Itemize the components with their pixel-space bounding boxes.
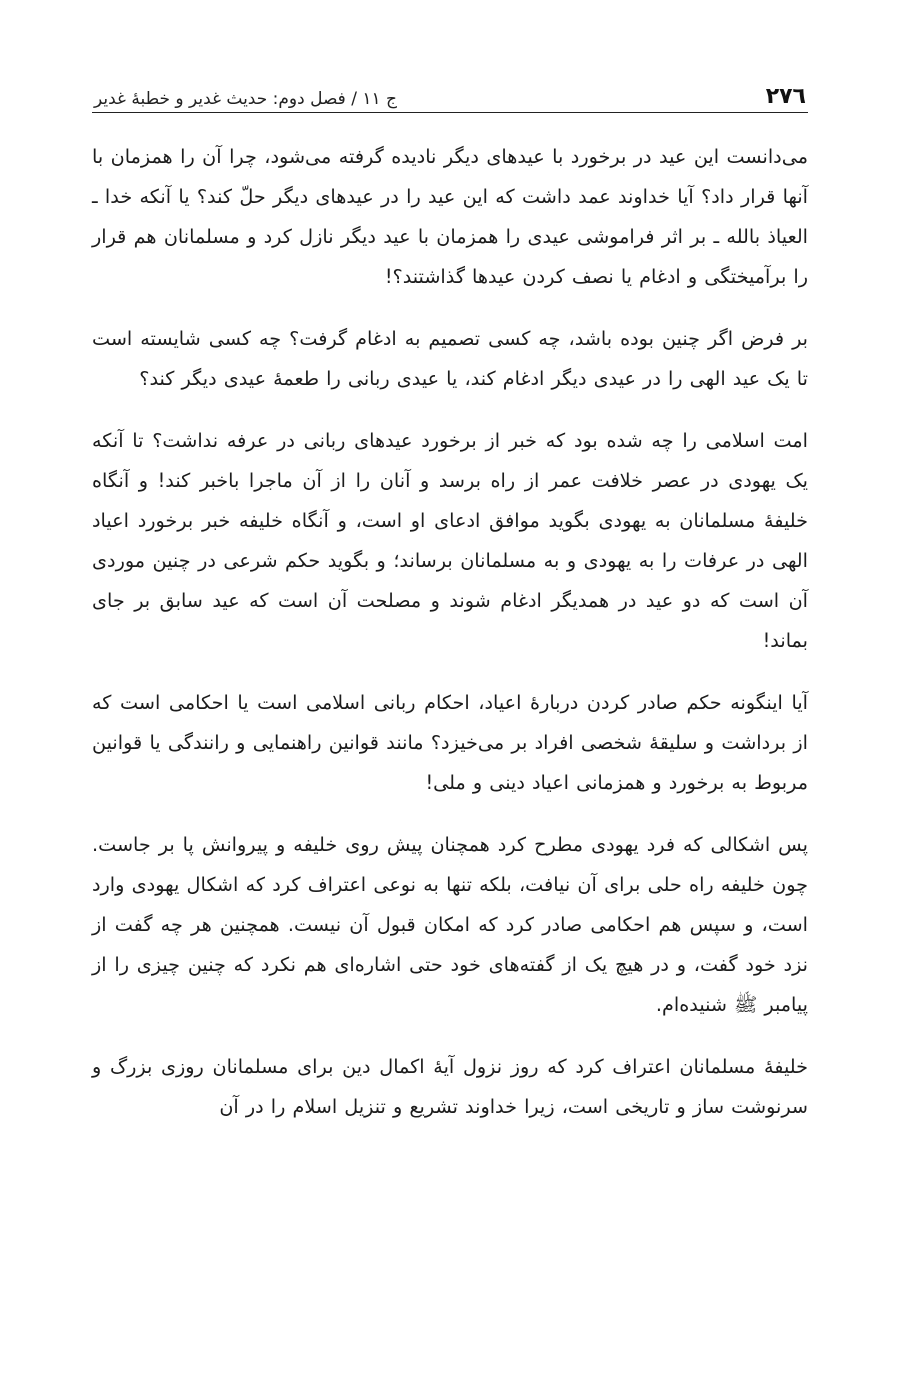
paragraph: امت اسلامی را چه شده بود که خبر از برخورد عیدهای ربانی در عرفه نداشت؟ تا آنکه یک یهودی در عصر خلافت عمر از راه برسد و آنان را از آن ماجرا باخبر کند! و آنگاه خلیفهٔ مسلمانان به یهودی بگوید موافق ادعای او است، و آنگاه خلیفه خبر برخورد اعیاد الهی در عرفات را به یهودی و به مسلمانان برساند؛ و بگوید حکم شرعی در چنین موردی آن است که دو عید در همدیگر ادغام شوند و مصلحت آن است که عید سابق بر جای بماند! — [92, 429, 808, 652]
page-number: ٢٧٦ — [765, 84, 806, 109]
paragraph: آیا اینگونه حکم صادر کردن دربارهٔ اعیاد، احکام ربانی اسلامی است یا احکامی است که از برداشت و سلیقهٔ شخصی افراد بر می‌خیزد؟ مانند قوانین راهنمایی و رانندگی یا قوانین مربوط به برخورد و همزمانی اعیاد دینی و ملی! — [92, 691, 808, 794]
running-title: ج ١١ / فصل دوم: حدیث غدیر و خطبهٔ غدیر — [94, 89, 398, 109]
paragraph: خلیفهٔ مسلمانان اعتراف کرد که روز نزول آیهٔ اکمال دین برای مسلمانان روزی بزرگ و سرنوشت ساز و تاریخی است، زیرا خداوند تشریع و تنزیل اسلام را در آن — [92, 1055, 808, 1118]
paragraph: بر فرض اگر چنین بوده باشد، چه کسی تصمیم به ادغام گرفت؟ چه کسی شایسته است تا یک عید الهی را در عیدی دیگر ادغام کند، یا عیدی ربانی را طعمهٔ عیدی دیگر کند؟ — [92, 327, 808, 390]
paragraph: می‌دانست این عید در برخورد با عیدهای دیگر نادیده گرفته می‌شود، چرا آن را همزمان با آنها قرار داد؟ آیا خداوند عمد داشت که این عید را در عیدهای دیگر حلّ کند؟ یا آنکه خدا ـ العیاذ بالله ـ بر اثر فراموشی عیدی را همزمان با عید دیگر نازل کرد و مسلمانان هم قرار را برآمیختگی و ادغام یا نصف کردن عیدها گذاشتند؟! — [92, 145, 808, 288]
book-page — [92, 70, 808, 1149]
body-text — [92, 137, 808, 1127]
paragraph: پس اشکالی که فرد یهودی مطرح کرد همچنان پیش روی خلیفه و پیروانش پا بر جاست. چون خلیفه راه حلی برای آن نیافت، بلکه تنها به نوعی اعتراف کرد که اشکال یهودی وارد است، و سپس هم احکامی صادر کرد که امکان قبول آن نیست. همچنین هر چه گفت از نزد خود گفت، و در هیچ یک از گفته‌های خود حتی اشاره‌ای هم نکرد که چنین چیزی را از پیامبر ﷺ شنیده‌ام. — [92, 833, 808, 1016]
running-header — [92, 70, 808, 113]
